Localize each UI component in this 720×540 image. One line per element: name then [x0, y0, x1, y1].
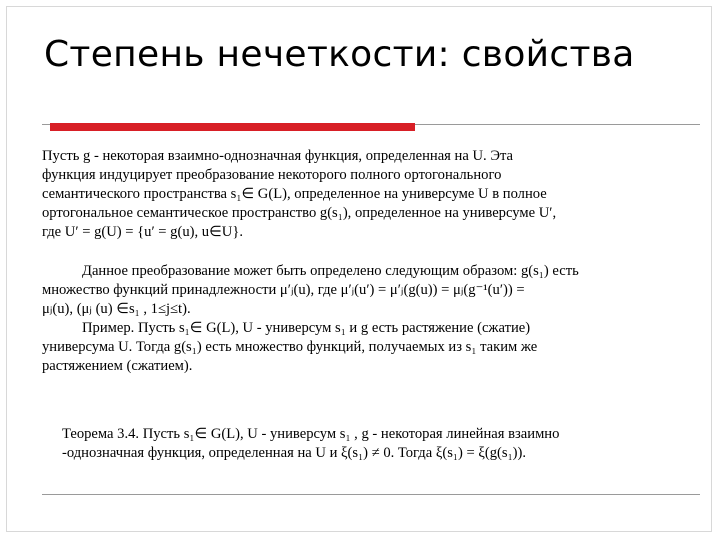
text-line: ортогональное семантическое пространство g(s₁), определенное на универсуме U′,: [42, 205, 557, 221]
text-line: семантического пространства s₁∈ G(L), определенное на универсуме U в полное: [42, 186, 547, 202]
text-line: μⱼ(u), (μⱼ (u) ∈s₁ , 1≤j≤t).: [42, 301, 191, 317]
text-line: функция индуцирует преобразование некоторого полного ортогонального: [42, 167, 502, 183]
text-line: Данное преобразование может быть определено следующим образом: g(s₁) есть: [82, 263, 579, 279]
theorem-line: Теорема 3.4. Пусть s₁∈ G(L), U - универсум s₁ , g - некоторая линейная взаимно: [62, 426, 560, 442]
accent-bar: [50, 123, 415, 131]
paragraph-transformation: [42, 262, 698, 376]
text-line: универсума U. Тогда g(s₁) есть множество функций, получаемых из s₁ таким же: [42, 339, 538, 355]
text-line: где U′ = g(U) = {u′ = g(u), u∈U}.: [42, 224, 243, 240]
text-line: множество функций принадлежности μ′ⱼ(u), где μ′ⱼ(u′) = μ′ⱼ(g(u)) = μⱼ(g⁻¹(u′)) =: [42, 282, 525, 298]
theorem-block: [62, 425, 702, 463]
paragraph-definition: [42, 147, 698, 242]
theorem-line: -однозначная функция, определенная на U и ξ(s₁) ≠ 0. Тогда ξ(s₁) = ξ(g(s₁)).: [62, 445, 527, 461]
slide-title: Степень нечеткости: свойства: [44, 34, 635, 75]
bottom-rule: [42, 494, 700, 495]
text-line: Пусть g - некоторая взаимно-однозначная функция, определенная на U. Эта: [42, 148, 513, 164]
example-line: Пример. Пусть s₁∈ G(L), U - универсум s₁ и g есть растяжение (сжатие): [82, 320, 531, 336]
text-line: растяжением (сжатием).: [42, 358, 193, 374]
